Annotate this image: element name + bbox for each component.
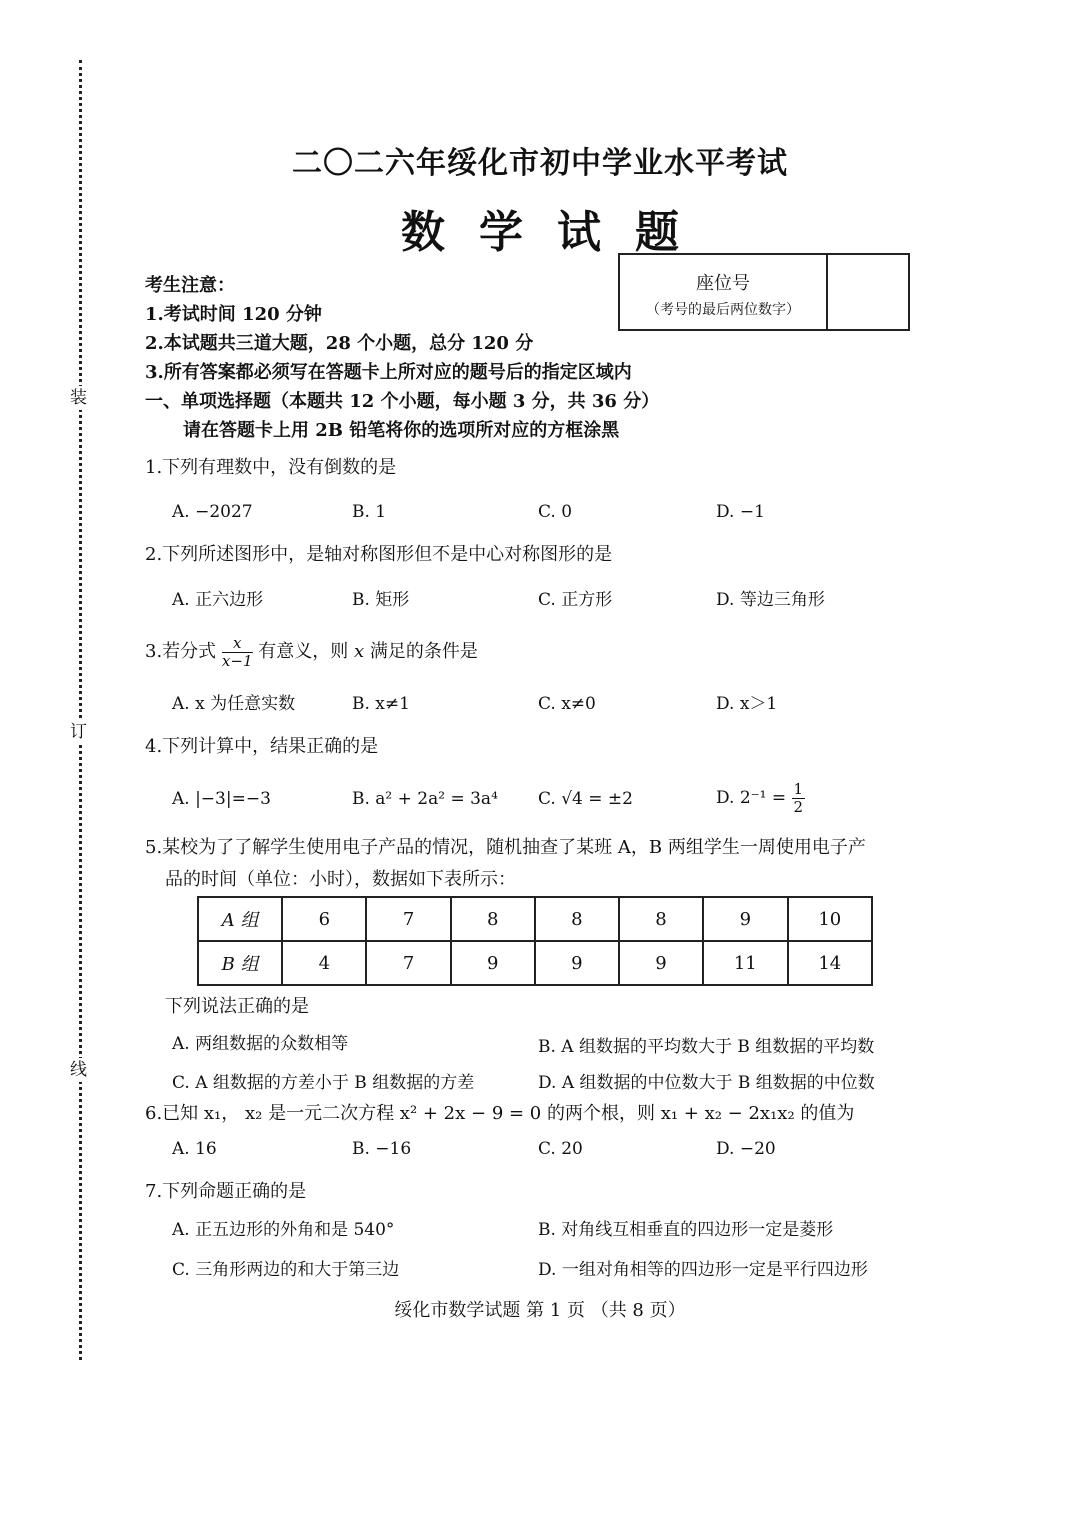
question-5-stem-line-2: 品的时间（单位：小时），数据如下表所示： — [165, 869, 516, 890]
notice-item-1: 1.考试时间 120 分钟 — [145, 304, 322, 325]
question-1-option-c: C. 0 — [538, 502, 573, 522]
question-3-suffix: 有意义，则 — [258, 641, 349, 662]
question-6-option-c: C. 20 — [538, 1139, 583, 1159]
binding-label-zhuang: 装 — [70, 388, 87, 408]
table-cell: 11 — [703, 941, 787, 985]
binding-label-ding: 订 — [70, 722, 87, 742]
fraction-numerator: 1 — [793, 780, 804, 798]
question-1-stem: 1.下列有理数中，没有倒数的是 — [145, 457, 397, 478]
question-3-option-c: C. x≠0 — [538, 694, 596, 714]
question-3-stem — [145, 632, 478, 672]
notice-heading: 考生注意： — [145, 275, 235, 296]
question-4-option-c: C. √4 = ±2 — [538, 789, 633, 809]
question-7-option-c: C. 三角形两边的和大于第三边 — [172, 1260, 400, 1280]
question-1-option-b: B. 1 — [352, 502, 387, 522]
table-cell: 9 — [451, 941, 535, 985]
subject-title: 数学试题 — [401, 207, 713, 258]
question-5-option-c: C. A 组数据的方差小于 B 组数据的方差 — [172, 1073, 475, 1093]
question-2-option-c: C. 正方形 — [538, 590, 613, 610]
question-6-option-a: A. 16 — [172, 1139, 217, 1159]
question-7-option-b: B. 对角线互相垂直的四边形一定是菱形 — [538, 1220, 834, 1240]
question-4-stem: 4.下列计算中，结果正确的是 — [145, 736, 379, 757]
question-4-option-b: B. a² + 2a² = 3a⁴ — [352, 789, 498, 809]
table-cell: 7 — [366, 941, 450, 985]
question-3-option-a: A. x 为任意实数 — [172, 694, 296, 714]
table-cell: 6 — [282, 897, 366, 941]
page-footer: 绥化市数学试题 第 1 页 （共 8 页） — [394, 1300, 686, 1321]
question-5-prompt: 下列说法正确的是 — [165, 996, 309, 1017]
table-row — [198, 897, 872, 941]
question-7-stem: 7.下列命题正确的是 — [145, 1181, 307, 1202]
fraction-denominator: 2 — [793, 798, 804, 816]
question-7-option-a: A. 正五边形的外角和是 540° — [172, 1220, 395, 1240]
question-5-stem-line-1: 5.某校为了了解学生使用电子产品的情况，随机抽查了某班 A，B 两组学生一周使用电子产 — [145, 837, 866, 858]
table-cell: B 组 — [198, 941, 282, 985]
question-1-option-a: A. −2027 — [172, 502, 253, 522]
table-cell: 8 — [451, 897, 535, 941]
question-3-prefix: 3.若分式 — [145, 641, 217, 662]
question-1-option-d: D. −1 — [716, 502, 765, 522]
fraction-numerator: x — [222, 635, 253, 653]
question-2-option-a: A. 正六边形 — [172, 590, 264, 610]
table-cell: 10 — [788, 897, 872, 941]
binding-label-xian: 线 — [70, 1060, 87, 1080]
question-4-option-a: A. |−3|=−3 — [172, 789, 271, 809]
table-cell: 9 — [619, 941, 703, 985]
data-table — [197, 896, 873, 986]
question-5-option-d: D. A 组数据的中位数大于 B 组数据的中位数 — [538, 1073, 875, 1093]
table-cell: 9 — [535, 941, 619, 985]
question-3-variable: x — [353, 641, 365, 662]
table-cell: 14 — [788, 941, 872, 985]
seat-note: （考号的最后两位数字） — [646, 302, 800, 318]
table-row — [198, 941, 872, 985]
question-6-option-d: D. −20 — [716, 1139, 776, 1159]
question-2-stem: 2.下列所述图形中，是轴对称图形但不是中心对称图形的是 — [145, 544, 613, 565]
notice-item-3: 3.所有答案都必须写在答题卡上所对应的题号后的指定区域内 — [145, 362, 632, 383]
fraction-denominator: x−1 — [221, 651, 253, 670]
table-cell: A 组 — [198, 897, 282, 941]
question-4-option-d-prefix: D. 2⁻¹ = — [716, 788, 787, 808]
table-cell: 4 — [282, 941, 366, 985]
question-7-option-d: D. 一组对角相等的四边形一定是平行四边形 — [538, 1260, 868, 1280]
seat-number-box — [618, 253, 910, 331]
seat-value-cell — [828, 255, 908, 329]
question-2-option-d: D. 等边三角形 — [716, 590, 825, 610]
table-cell: 7 — [366, 897, 450, 941]
section-instruction: 请在答题卡上用 2B 铅笔将你的选项所对应的方框涂黑 — [183, 420, 620, 441]
question-4-option-d-fraction — [792, 781, 806, 816]
table-cell: 8 — [619, 897, 703, 941]
seat-label-cell — [620, 255, 828, 329]
notice-item-2: 2.本试题共三道大题，28 个小题，总分 120 分 — [145, 333, 534, 354]
exam-title: 二〇二六年绥化市初中学业水平考试 — [292, 146, 788, 181]
section-title: 一、单项选择题（本题共 12 个小题，每小题 3 分，共 36 分） — [145, 391, 660, 412]
question-5-option-a: A. 两组数据的众数相等 — [172, 1034, 349, 1054]
question-3-option-d: D. x＞1 — [716, 694, 778, 714]
question-4-option-d — [716, 778, 805, 818]
seat-label: 座位号 — [696, 273, 750, 294]
table-cell: 8 — [535, 897, 619, 941]
question-3-fraction — [222, 635, 253, 670]
table-cell: 9 — [703, 897, 787, 941]
question-3-option-b: B. x≠1 — [352, 694, 410, 714]
question-6-stem: 6.已知 x₁， x₂ 是一元二次方程 x² + 2x − 9 = 0 的两个根，则 x₁ + x₂ − 2x₁x₂ 的值为 — [145, 1103, 855, 1124]
question-2-option-b: B. 矩形 — [352, 590, 410, 610]
question-3-suffix2: 满足的条件是 — [369, 641, 478, 662]
question-5-option-b: B. A 组数据的平均数大于 B 组数据的平均数 — [538, 1037, 875, 1057]
question-6-option-b: B. −16 — [352, 1139, 412, 1159]
